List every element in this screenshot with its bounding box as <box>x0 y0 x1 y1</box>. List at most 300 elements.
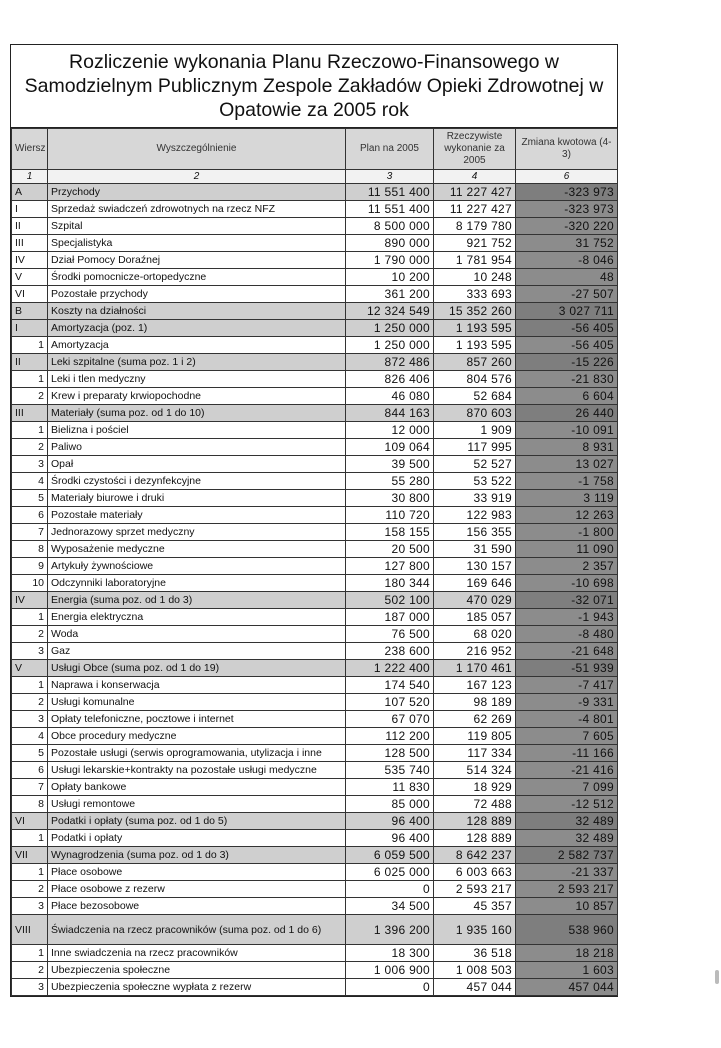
title-line-2: Samodzielnym Publicznym Zespole Zakładów Opieki Zdrowotnej w <box>24 75 604 97</box>
plan-cell: 6 059 500 <box>346 847 434 864</box>
header-row-number: Wiersz <box>12 129 48 170</box>
change-cell: 2 582 737 <box>516 847 618 864</box>
table-row <box>12 422 618 439</box>
change-cell: 32 489 <box>516 813 618 830</box>
table-row <box>12 456 618 473</box>
table-section-row <box>12 592 618 609</box>
table-section-row <box>12 354 618 371</box>
row-number-cell: 5 <box>12 745 48 762</box>
plan-cell: 361 200 <box>346 286 434 303</box>
plan-cell: 11 551 400 <box>346 184 434 201</box>
plan-cell: 127 800 <box>346 558 434 575</box>
table-row <box>12 898 618 915</box>
change-cell: 11 090 <box>516 541 618 558</box>
row-number-cell: 10 <box>12 575 48 592</box>
actual-cell: 1 909 <box>434 422 516 439</box>
row-number-cell: 1 <box>12 945 48 962</box>
table-row <box>12 711 618 728</box>
row-number-cell: 1 <box>12 371 48 388</box>
title-line-3: Opatowie za 2005 rok <box>219 99 409 121</box>
description-cell: Świadczenia na rzecz pracowników (suma poz. od 1 do 6) <box>48 915 346 945</box>
change-cell: 12 263 <box>516 507 618 524</box>
actual-cell: 1 170 461 <box>434 660 516 677</box>
plan-cell: 826 406 <box>346 371 434 388</box>
row-number-cell: 8 <box>12 796 48 813</box>
description-cell: Podatki i opłaty (suma poz. od 1 do 5) <box>48 813 346 830</box>
table-row <box>12 490 618 507</box>
report-sheet <box>10 44 618 997</box>
change-cell: 8 931 <box>516 439 618 456</box>
plan-cell: 6 025 000 <box>346 864 434 881</box>
plan-cell: 34 500 <box>346 898 434 915</box>
column-index: 3 <box>346 170 434 184</box>
table-row <box>12 945 618 962</box>
row-number-cell: IV <box>12 592 48 609</box>
change-cell: 7 605 <box>516 728 618 745</box>
header-change: Zmiana kwotowa (4-3) <box>516 129 618 170</box>
actual-cell: 52 527 <box>434 456 516 473</box>
actual-cell: 333 693 <box>434 286 516 303</box>
change-cell: -51 939 <box>516 660 618 677</box>
row-number-cell: 4 <box>12 728 48 745</box>
description-cell: Koszty na działności <box>48 303 346 320</box>
row-number-cell: 1 <box>12 609 48 626</box>
plan-cell: 11 830 <box>346 779 434 796</box>
plan-cell: 174 540 <box>346 677 434 694</box>
actual-cell: 117 995 <box>434 439 516 456</box>
description-cell: Pozostałe przychody <box>48 286 346 303</box>
table-row <box>12 575 618 592</box>
description-cell: Inne swiadczenia na rzecz pracowników <box>48 945 346 962</box>
actual-cell: 45 357 <box>434 898 516 915</box>
change-cell: -323 973 <box>516 184 618 201</box>
actual-cell: 31 590 <box>434 541 516 558</box>
row-number-cell: VII <box>12 847 48 864</box>
description-cell: Usługi lekarskie+kontrakty na pozostałe usługi medyczne <box>48 762 346 779</box>
description-cell: Leki i tlen medyczny <box>48 371 346 388</box>
description-cell: Opłaty telefoniczne, pocztowe i internet <box>48 711 346 728</box>
change-cell: -12 512 <box>516 796 618 813</box>
plan-cell: 18 300 <box>346 945 434 962</box>
change-cell: -8 480 <box>516 626 618 643</box>
row-number-cell: I <box>12 201 48 218</box>
plan-cell: 112 200 <box>346 728 434 745</box>
plan-table <box>11 128 618 996</box>
plan-cell: 12 000 <box>346 422 434 439</box>
row-number-cell: II <box>12 354 48 371</box>
change-cell: 538 960 <box>516 915 618 945</box>
row-number-cell: 8 <box>12 541 48 558</box>
table-row <box>12 473 618 490</box>
description-cell: Leki szpitalne (suma poz. 1 i 2) <box>48 354 346 371</box>
plan-cell: 8 500 000 <box>346 218 434 235</box>
change-cell: 2 593 217 <box>516 881 618 898</box>
change-cell: 13 027 <box>516 456 618 473</box>
plan-cell: 10 200 <box>346 269 434 286</box>
row-number-cell: 3 <box>12 898 48 915</box>
description-cell: Obce procedury medyczne <box>48 728 346 745</box>
change-cell: 26 440 <box>516 405 618 422</box>
row-number-cell: 5 <box>12 490 48 507</box>
row-number-cell: V <box>12 269 48 286</box>
actual-cell: 11 227 427 <box>434 184 516 201</box>
description-cell: Ubezpieczenia społeczne <box>48 962 346 979</box>
row-number-cell: 2 <box>12 962 48 979</box>
table-section-row <box>12 405 618 422</box>
description-cell: Pozostałe usługi (serwis oprogramowania, utylizacja i inne <box>48 745 346 762</box>
actual-cell: 15 352 260 <box>434 303 516 320</box>
actual-cell: 169 646 <box>434 575 516 592</box>
plan-cell: 158 155 <box>346 524 434 541</box>
change-cell: 6 604 <box>516 388 618 405</box>
actual-cell: 98 189 <box>434 694 516 711</box>
description-cell: Środki pomocnicze-ortopedyczne <box>48 269 346 286</box>
change-cell: 2 357 <box>516 558 618 575</box>
table-section-row <box>12 915 618 945</box>
row-number-cell: 3 <box>12 643 48 660</box>
description-cell: Pozostałe materiały <box>48 507 346 524</box>
change-cell: -56 405 <box>516 320 618 337</box>
plan-cell: 890 000 <box>346 235 434 252</box>
plan-cell: 96 400 <box>346 830 434 847</box>
actual-cell: 53 522 <box>434 473 516 490</box>
header-row <box>12 129 618 170</box>
description-cell: Bielizna i pościel <box>48 422 346 439</box>
description-cell: Woda <box>48 626 346 643</box>
plan-cell: 110 720 <box>346 507 434 524</box>
change-cell: -32 071 <box>516 592 618 609</box>
description-cell: Płace osobowe <box>48 864 346 881</box>
column-index: 4 <box>434 170 516 184</box>
change-cell: -323 973 <box>516 201 618 218</box>
plan-cell: 85 000 <box>346 796 434 813</box>
plan-cell: 46 080 <box>346 388 434 405</box>
actual-cell: 1 193 595 <box>434 337 516 354</box>
row-number-cell: VIII <box>12 915 48 945</box>
actual-cell: 2 593 217 <box>434 881 516 898</box>
plan-cell: 187 000 <box>346 609 434 626</box>
actual-cell: 804 576 <box>434 371 516 388</box>
actual-cell: 514 324 <box>434 762 516 779</box>
table-row <box>12 507 618 524</box>
table-row <box>12 218 618 235</box>
change-cell: 10 857 <box>516 898 618 915</box>
plan-cell: 11 551 400 <box>346 201 434 218</box>
table-row <box>12 762 618 779</box>
actual-cell: 18 929 <box>434 779 516 796</box>
change-cell: -21 337 <box>516 864 618 881</box>
row-number-cell: 7 <box>12 524 48 541</box>
table-row <box>12 337 618 354</box>
column-index: 1 <box>12 170 48 184</box>
plan-cell: 107 520 <box>346 694 434 711</box>
change-cell: -1 943 <box>516 609 618 626</box>
description-cell: Środki czystości i dezynfekcyjne <box>48 473 346 490</box>
plan-cell: 872 486 <box>346 354 434 371</box>
change-cell: -10 698 <box>516 575 618 592</box>
plan-cell: 1 250 000 <box>346 337 434 354</box>
actual-cell: 167 123 <box>434 677 516 694</box>
description-cell: Specjalistyka <box>48 235 346 252</box>
change-cell: 457 044 <box>516 979 618 996</box>
column-index-row <box>12 170 618 184</box>
row-number-cell: 3 <box>12 979 48 996</box>
description-cell: Amortyzacja <box>48 337 346 354</box>
actual-cell: 117 334 <box>434 745 516 762</box>
table-row <box>12 558 618 575</box>
change-cell: -56 405 <box>516 337 618 354</box>
row-number-cell: A <box>12 184 48 201</box>
scan-edge-mark <box>715 970 719 984</box>
actual-cell: 470 029 <box>434 592 516 609</box>
column-index: 6 <box>516 170 618 184</box>
row-number-cell: VI <box>12 813 48 830</box>
plan-cell: 20 500 <box>346 541 434 558</box>
actual-cell: 130 157 <box>434 558 516 575</box>
change-cell: -9 331 <box>516 694 618 711</box>
actual-cell: 128 889 <box>434 830 516 847</box>
row-number-cell: B <box>12 303 48 320</box>
actual-cell: 62 269 <box>434 711 516 728</box>
description-cell: Paliwo <box>48 439 346 456</box>
description-cell: Usługi remontowe <box>48 796 346 813</box>
header-description: Wyszczególnienie <box>48 129 346 170</box>
actual-cell: 1 781 954 <box>434 252 516 269</box>
table-row <box>12 643 618 660</box>
actual-cell: 36 518 <box>434 945 516 962</box>
table-section-row <box>12 660 618 677</box>
change-cell: -1 800 <box>516 524 618 541</box>
row-number-cell: 4 <box>12 473 48 490</box>
table-section-row <box>12 813 618 830</box>
row-number-cell: 3 <box>12 456 48 473</box>
actual-cell: 122 983 <box>434 507 516 524</box>
table-body <box>12 184 618 996</box>
row-number-cell: 1 <box>12 337 48 354</box>
column-index: 2 <box>48 170 346 184</box>
description-cell: Wynagrodzenia (suma poz. od 1 do 3) <box>48 847 346 864</box>
description-cell: Energia elektryczna <box>48 609 346 626</box>
plan-cell: 1 396 200 <box>346 915 434 945</box>
row-number-cell: 2 <box>12 626 48 643</box>
change-cell: -4 801 <box>516 711 618 728</box>
plan-cell: 1 006 900 <box>346 962 434 979</box>
table-row <box>12 745 618 762</box>
plan-cell: 12 324 549 <box>346 303 434 320</box>
actual-cell: 6 003 663 <box>434 864 516 881</box>
table-row <box>12 388 618 405</box>
actual-cell: 8 179 780 <box>434 218 516 235</box>
actual-cell: 10 248 <box>434 269 516 286</box>
row-number-cell: 6 <box>12 762 48 779</box>
actual-cell: 857 260 <box>434 354 516 371</box>
description-cell: Opał <box>48 456 346 473</box>
change-cell: -10 091 <box>516 422 618 439</box>
table-row <box>12 439 618 456</box>
table-row <box>12 728 618 745</box>
table-section-row <box>12 303 618 320</box>
title-line-1: Rozliczenie wykonania Planu Rzeczowo-Finansowego w <box>69 51 559 73</box>
description-cell: Odczynniki laboratoryjne <box>48 575 346 592</box>
table-row <box>12 286 618 303</box>
description-cell: Jednorazowy sprzet medyczny <box>48 524 346 541</box>
table-row <box>12 694 618 711</box>
description-cell: Energia (suma poz. od 1 do 3) <box>48 592 346 609</box>
table-section-row <box>12 320 618 337</box>
actual-cell: 156 355 <box>434 524 516 541</box>
table-row <box>12 626 618 643</box>
row-number-cell: 2 <box>12 388 48 405</box>
plan-cell: 180 344 <box>346 575 434 592</box>
table-row <box>12 796 618 813</box>
table-row <box>12 201 618 218</box>
plan-cell: 109 064 <box>346 439 434 456</box>
table-row <box>12 830 618 847</box>
row-number-cell: 7 <box>12 779 48 796</box>
row-number-cell: III <box>12 405 48 422</box>
plan-cell: 0 <box>346 881 434 898</box>
row-number-cell: V <box>12 660 48 677</box>
description-cell: Usługi komunalne <box>48 694 346 711</box>
row-number-cell: 9 <box>12 558 48 575</box>
description-cell: Artykuły żywnościowe <box>48 558 346 575</box>
change-cell: -15 226 <box>516 354 618 371</box>
actual-cell: 33 919 <box>434 490 516 507</box>
change-cell: -11 166 <box>516 745 618 762</box>
table-row <box>12 371 618 388</box>
actual-cell: 870 603 <box>434 405 516 422</box>
row-number-cell: III <box>12 235 48 252</box>
change-cell: -27 507 <box>516 286 618 303</box>
plan-cell: 30 800 <box>346 490 434 507</box>
change-cell: -320 220 <box>516 218 618 235</box>
table-row <box>12 779 618 796</box>
table-row <box>12 677 618 694</box>
change-cell: -21 648 <box>516 643 618 660</box>
change-cell: 31 752 <box>516 235 618 252</box>
description-cell: Wyposażenie medyczne <box>48 541 346 558</box>
change-cell: -21 830 <box>516 371 618 388</box>
row-number-cell: 1 <box>12 864 48 881</box>
change-cell: 7 099 <box>516 779 618 796</box>
actual-cell: 68 020 <box>434 626 516 643</box>
plan-cell: 96 400 <box>346 813 434 830</box>
change-cell: -7 417 <box>516 677 618 694</box>
actual-cell: 457 044 <box>434 979 516 996</box>
actual-cell: 216 952 <box>434 643 516 660</box>
description-cell: Usługi Obce (suma poz. od 1 do 19) <box>48 660 346 677</box>
table-row <box>12 979 618 996</box>
description-cell: Opłaty bankowe <box>48 779 346 796</box>
change-cell: 1 603 <box>516 962 618 979</box>
plan-cell: 0 <box>346 979 434 996</box>
actual-cell: 128 889 <box>434 813 516 830</box>
change-cell: 48 <box>516 269 618 286</box>
plan-cell: 535 740 <box>346 762 434 779</box>
change-cell: -1 758 <box>516 473 618 490</box>
description-cell: Materiały biurowe i druki <box>48 490 346 507</box>
table-row <box>12 541 618 558</box>
actual-cell: 11 227 427 <box>434 201 516 218</box>
change-cell: 3 027 711 <box>516 303 618 320</box>
table-row <box>12 864 618 881</box>
change-cell: 3 119 <box>516 490 618 507</box>
row-number-cell: IV <box>12 252 48 269</box>
description-cell: Krew i preparaty krwiopochodne <box>48 388 346 405</box>
actual-cell: 185 057 <box>434 609 516 626</box>
description-cell: Amortyzacja (poz. 1) <box>48 320 346 337</box>
actual-cell: 72 488 <box>434 796 516 813</box>
plan-cell: 128 500 <box>346 745 434 762</box>
table-row <box>12 962 618 979</box>
table-section-row <box>12 847 618 864</box>
plan-cell: 502 100 <box>346 592 434 609</box>
plan-cell: 238 600 <box>346 643 434 660</box>
actual-cell: 1 008 503 <box>434 962 516 979</box>
actual-cell: 8 642 237 <box>434 847 516 864</box>
description-cell: Gaz <box>48 643 346 660</box>
table-row <box>12 881 618 898</box>
description-cell: Płace bezosobowe <box>48 898 346 915</box>
change-cell: -8 046 <box>516 252 618 269</box>
header-plan: Plan na 2005 <box>346 129 434 170</box>
row-number-cell: 2 <box>12 881 48 898</box>
row-number-cell: 6 <box>12 507 48 524</box>
actual-cell: 921 752 <box>434 235 516 252</box>
plan-cell: 67 070 <box>346 711 434 728</box>
actual-cell: 1 935 160 <box>434 915 516 945</box>
report-title <box>11 45 617 128</box>
table-section-row <box>12 184 618 201</box>
description-cell: Szpital <box>48 218 346 235</box>
change-cell: -21 416 <box>516 762 618 779</box>
actual-cell: 119 805 <box>434 728 516 745</box>
actual-cell: 1 193 595 <box>434 320 516 337</box>
description-cell: Sprzedaż swiadczeń zdrowotnych na rzecz NFZ <box>48 201 346 218</box>
description-cell: Podatki i opłaty <box>48 830 346 847</box>
row-number-cell: I <box>12 320 48 337</box>
row-number-cell: 1 <box>12 422 48 439</box>
row-number-cell: 2 <box>12 439 48 456</box>
change-cell: 32 489 <box>516 830 618 847</box>
plan-cell: 1 250 000 <box>346 320 434 337</box>
description-cell: Materiały (suma poz. od 1 do 10) <box>48 405 346 422</box>
row-number-cell: VI <box>12 286 48 303</box>
change-cell: 18 218 <box>516 945 618 962</box>
table-row <box>12 269 618 286</box>
plan-cell: 1 222 400 <box>346 660 434 677</box>
row-number-cell: 1 <box>12 830 48 847</box>
description-cell: Płace osobowe z rezerw <box>48 881 346 898</box>
description-cell: Przychody <box>48 184 346 201</box>
plan-cell: 76 500 <box>346 626 434 643</box>
plan-cell: 39 500 <box>346 456 434 473</box>
table-row <box>12 235 618 252</box>
row-number-cell: 1 <box>12 677 48 694</box>
row-number-cell: 2 <box>12 694 48 711</box>
description-cell: Naprawa i konserwacja <box>48 677 346 694</box>
table-row <box>12 524 618 541</box>
actual-cell: 52 684 <box>434 388 516 405</box>
header-actual: Rzeczywiste wykonanie za 2005 <box>434 129 516 170</box>
plan-cell: 844 163 <box>346 405 434 422</box>
row-number-cell: 3 <box>12 711 48 728</box>
description-cell: Dział Pomocy Doraźnej <box>48 252 346 269</box>
table-row <box>12 252 618 269</box>
description-cell: Ubezpieczenia społeczne wypłata z rezerw <box>48 979 346 996</box>
plan-cell: 55 280 <box>346 473 434 490</box>
plan-cell: 1 790 000 <box>346 252 434 269</box>
